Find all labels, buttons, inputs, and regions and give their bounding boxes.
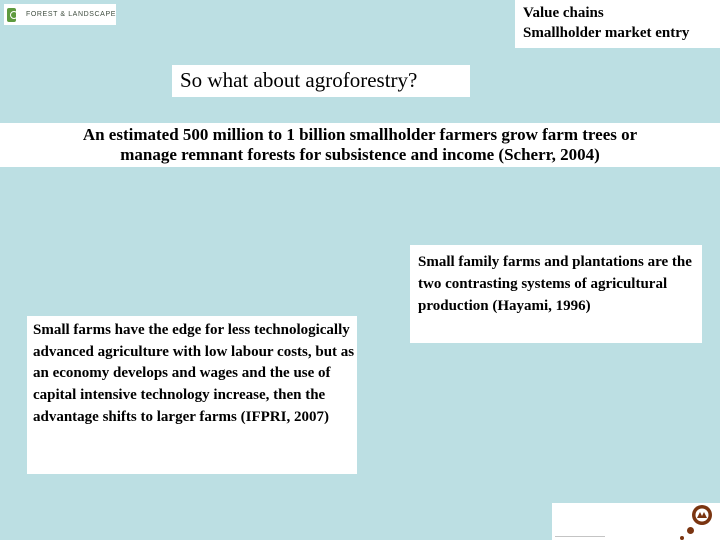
main-statement-line-2: manage remnant forests for subsistence and income (Scherr, 2004): [120, 145, 600, 164]
footer-dot-small: [680, 536, 684, 540]
logo: [4, 4, 116, 25]
header-box: [515, 0, 720, 48]
slide-subtitle: So what about agroforestry?: [172, 65, 470, 97]
main-statement: [0, 123, 720, 167]
university-seal-icon: [688, 503, 716, 527]
left-text-box: Small farms have the edge for less technologically advanced agriculture with low labour costs, but as an economy develops and wages and the use of capital intensive technology increase, then the advantage shifts to larger farms (IFPRI, 2007): [27, 316, 357, 474]
footer-rule: [555, 536, 605, 537]
forest-landscape-logo-icon: [7, 8, 16, 22]
main-statement-line-1: An estimated 500 million to 1 billion smallholder farmers grow farm trees or: [82, 125, 638, 144]
header-line-1: Value chains: [523, 5, 604, 21]
right-text-box: Small family farms and plantations are the two contrasting systems of agricultural production (Hayami, 1996): [410, 245, 702, 343]
logo-text: FOREST & LANDSCAPE: [25, 11, 116, 18]
header-line-2: Smallholder market entry: [523, 25, 690, 41]
footer-logo: [552, 503, 720, 540]
footer-dot-large: [687, 527, 694, 534]
